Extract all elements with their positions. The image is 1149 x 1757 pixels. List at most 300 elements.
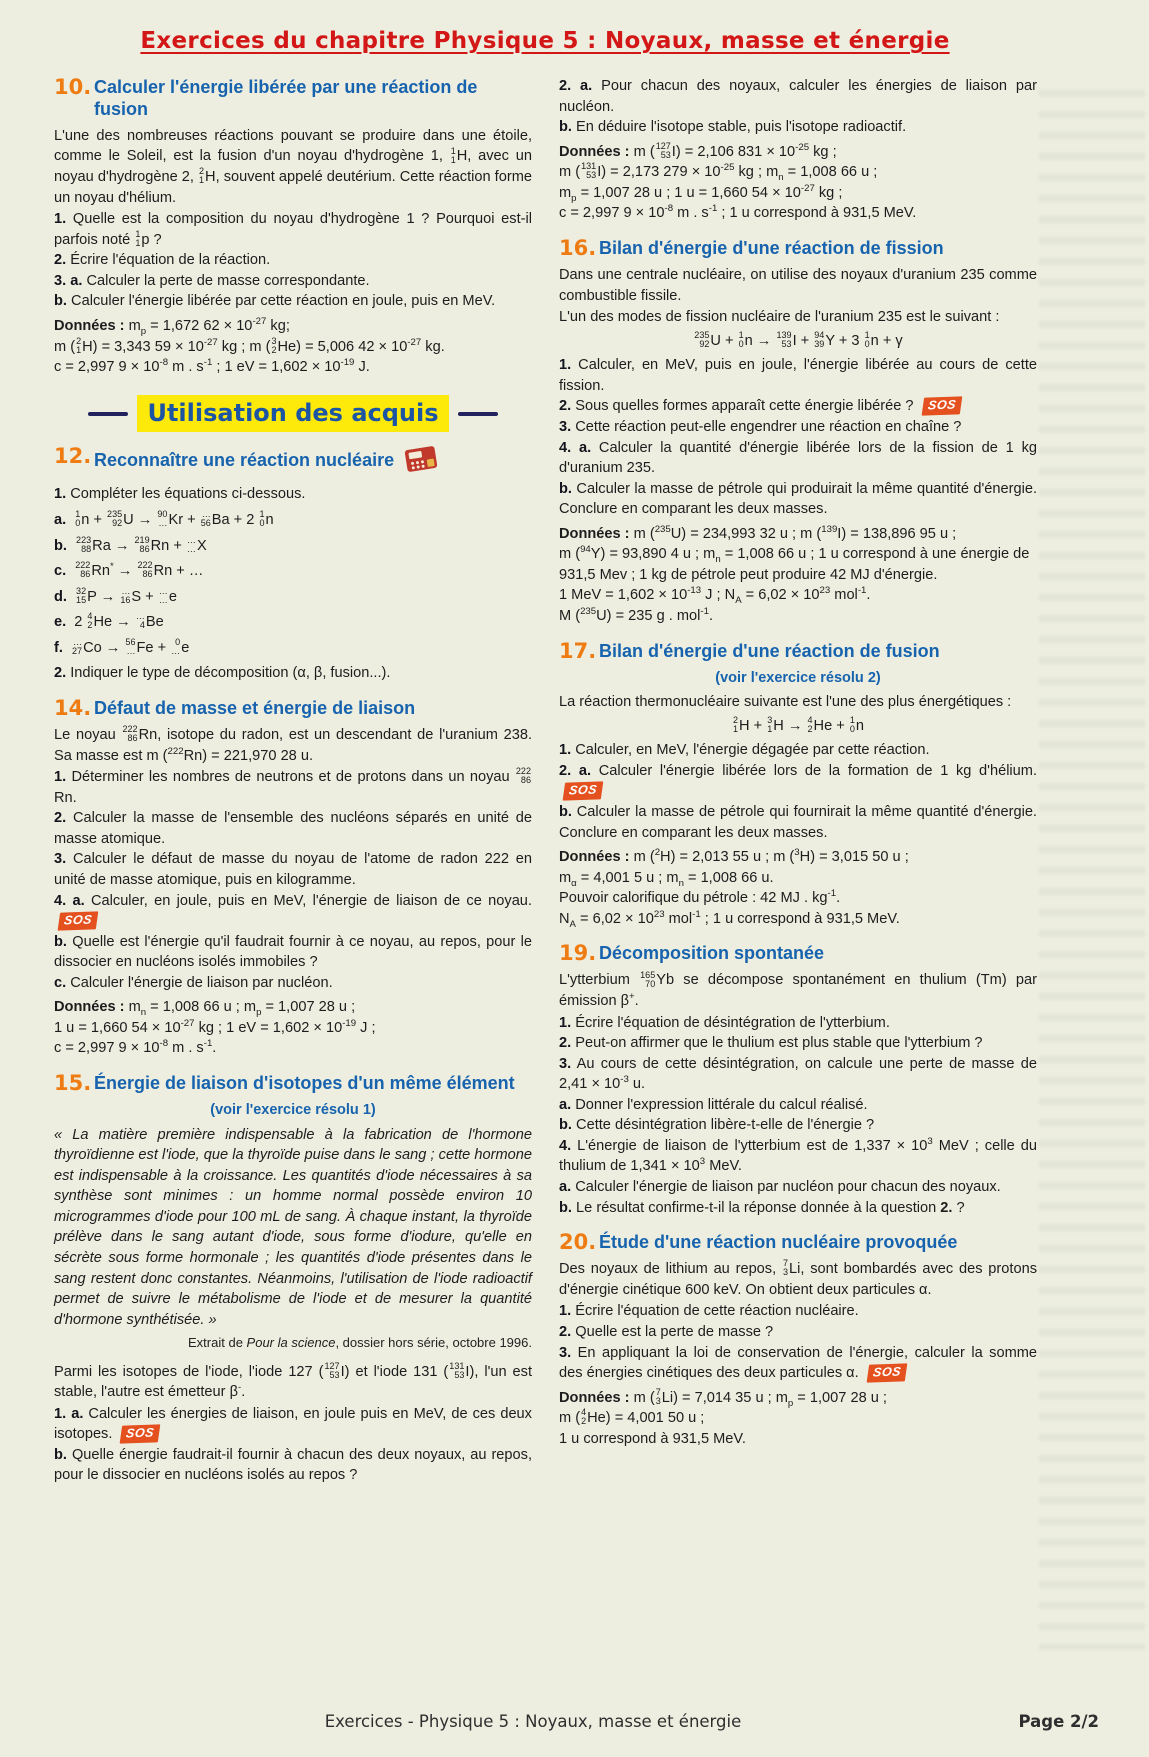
question-label: 3. a. bbox=[54, 272, 83, 289]
atomic-number: 0 bbox=[864, 338, 870, 349]
equation-item bbox=[54, 510, 532, 531]
nuclide-notation bbox=[171, 638, 180, 656]
question-label: 2. bbox=[54, 810, 67, 827]
question-item bbox=[559, 1322, 1037, 1343]
question-text: Calculer le défaut de masse du noyau de l'atome de radon 222 en unité de masse atomique, puis en kilogramme. bbox=[54, 851, 532, 888]
atomic-number: 39 bbox=[814, 338, 825, 349]
quote-paragraph bbox=[54, 1125, 532, 1331]
question-text: Quelle est la perte de masse ? bbox=[575, 1323, 774, 1340]
question-item bbox=[559, 1177, 1037, 1198]
question-label: 2. a. bbox=[559, 78, 593, 94]
atomic-number: 0 bbox=[849, 723, 855, 734]
nuclide-notation bbox=[516, 767, 531, 785]
atomic-number: 86 bbox=[520, 775, 531, 786]
question-label: a. bbox=[54, 512, 67, 528]
question-item bbox=[559, 1033, 1037, 1054]
question-label: a. bbox=[559, 1179, 572, 1196]
paragraph-text: L'ytterbium 165 70 Yb se décompose spontanément en thulium (Tm) par émission β+. bbox=[559, 969, 1037, 1009]
exercise-heading bbox=[559, 640, 1037, 663]
mass-number: … bbox=[201, 509, 211, 520]
mass-number: 219 bbox=[134, 534, 150, 545]
paragraph bbox=[559, 1259, 1037, 1300]
data-lines: m ($^2$H) = 2,013 55 u ; m ($^3$H) = 3,015 50 u ; $m_\alpha = 4,001$ 5 u ; $m_n = 1,008$ 66 u. Pouvoir calorifique du pétrole : 42 MJ . $kg^{-1}$. $N_A = 6,02 \times 10^{23}$ mol$^{-1}$ ; 1 u correspond à 931,5 MeV. bbox=[559, 847, 909, 930]
atomic-number: 92 bbox=[699, 338, 710, 349]
atomic-number: 1 bbox=[732, 723, 739, 734]
question-text: En appliquant la loi de conservation de l'énergie, calculer la somme des énergies cinétiques des deux particules α. bbox=[559, 1344, 1037, 1382]
atomic-number: 92 bbox=[112, 518, 123, 529]
data-block bbox=[54, 316, 532, 378]
question-label: c. bbox=[54, 974, 67, 991]
atomic-number: 0 bbox=[75, 518, 81, 529]
question-text: Calculer la masse de l'ensemble des nucléons séparés en unité de masse atomique. bbox=[54, 810, 533, 847]
exercise-number: 12. bbox=[54, 444, 92, 469]
exercise-title: Énergie de liaison d'isotopes d'un même élément bbox=[94, 1073, 515, 1094]
mass-number: 2 bbox=[76, 335, 82, 346]
nuclide-notation bbox=[259, 510, 264, 528]
paragraph-text: Parmi les isotopes de l'iode, l'iode 127 ( 127 53 I) et l'iode 131 ( 131 53 I), l'un est stable, l'autre est émetteur β-. bbox=[54, 1360, 532, 1401]
paragraph bbox=[54, 126, 532, 208]
exercise-title: Calculer l'énergie libérée par une réaction de fusion bbox=[94, 77, 478, 119]
nuclide-notation bbox=[137, 561, 152, 579]
atomic-number: 1 bbox=[76, 344, 82, 355]
question-text: Calculer, en MeV, puis en joule, l'énergie libérée au cours de cette fission. bbox=[559, 357, 1037, 394]
mass-number: 4 bbox=[87, 611, 93, 622]
question-text: Donner l'expression littérale du calcul réalisé. bbox=[575, 1096, 868, 1113]
atomic-number: 16 bbox=[120, 594, 131, 605]
atomic-number: 2 bbox=[87, 620, 93, 631]
equation-item bbox=[54, 561, 532, 582]
nuclide-notation bbox=[76, 587, 86, 605]
question-text: Cette réaction peut-elle engendrer une réaction en chaîne ? bbox=[575, 418, 962, 435]
nuclide-notation bbox=[271, 337, 276, 355]
nuclide-notation bbox=[201, 510, 211, 528]
mass-number: 139 bbox=[776, 329, 792, 340]
question-text: Calculer, en MeV, l'énergie dégagée par cette réaction. bbox=[575, 742, 930, 759]
question-text: Écrire l'équation de désintégration de l'ytterbium. bbox=[575, 1014, 890, 1031]
mass-number: 127 bbox=[324, 1360, 340, 1371]
question-item bbox=[559, 1115, 1037, 1136]
question-text: … 27 Co → 56 … Fe + 0 … e bbox=[71, 636, 190, 656]
question-item bbox=[559, 761, 1037, 802]
column-left bbox=[54, 76, 532, 1486]
atomic-number: 15 bbox=[76, 594, 87, 605]
question-item bbox=[54, 849, 532, 890]
question-text: Sous quelles formes apparaît cette énergie libérée ? bbox=[575, 398, 914, 415]
atomic-number: 4 bbox=[139, 620, 145, 631]
question-label: 3. bbox=[54, 851, 67, 868]
question-text: Quelle énergie faudrait-il fournir à chacun des deux noyaux, au repos, pour le dissocier en nucléons isolés au repos ? bbox=[54, 1446, 533, 1484]
paragraph-text: La réaction thermonucléaire suivante est l'une des plus énergétiques : bbox=[559, 694, 1012, 711]
question-text: Quelle est la composition du noyau d'hydrogène 1 ? Pourquoi est-il parfois noté 1 1 p ? bbox=[54, 211, 532, 248]
question-label: 1. bbox=[54, 486, 67, 503]
question-label: e. bbox=[54, 614, 67, 631]
nuclide-notation bbox=[76, 536, 91, 554]
atomic-number: … bbox=[171, 645, 181, 656]
nuclide-notation bbox=[199, 167, 204, 185]
nuclide-notation bbox=[87, 612, 92, 630]
question-item bbox=[54, 891, 532, 932]
question-item bbox=[559, 802, 1037, 843]
question-label: 2. a. bbox=[559, 762, 592, 779]
exercise-number: 16. bbox=[559, 235, 597, 260]
mass-number: … bbox=[135, 611, 145, 622]
sos-badge: SOS bbox=[58, 911, 99, 930]
question-text: Peut-on affirmer que le thulium est plus stable que l'ytterbium ? bbox=[575, 1035, 983, 1052]
nuclide-notation bbox=[324, 1362, 339, 1380]
data-lines: $m_p = 1,672$ $62 \times 10^{-27}$ kg; m ( 2 1 H) = 3,343 $59 \times 10^{-27}$ kg ; m ( 3 2 He) = 5,006 $42 \times 10^{-27}$ kg. c = 2,997 $9 \times 10^{-8}$ m . $s^{-1}$ ; 1 eV = $1,602 \times 10^{-19}$ J. bbox=[54, 316, 445, 376]
atomic-number: 0 bbox=[259, 518, 265, 529]
data-lines: m ($^{235}$U) = 234,993 32 u ; m ($^{139}$I) = 138,896 95 u ; m ($^{94}$Y) = 93,890 4 u ; $m_n = 1,008$ 66 u ; 1 u correspond à une énergie de 931,5 Mev ; 1 kg de pétrole peut produire 42 MJ d'énergie. 1 MeV = $1,602 \times 10^{-13}$ J ; $N_A = 6,02 \times 10^{23}$ mol$^{-1}$. M ($^{235}$U) = 235 g . mol$^{-1}$. bbox=[559, 523, 1030, 625]
sos-badge: SOS bbox=[866, 1363, 907, 1382]
question-text: 2 4 2 He → … 4 Be bbox=[74, 611, 164, 631]
atomic-number: 86 bbox=[142, 569, 153, 580]
question-label: 1. bbox=[559, 1014, 572, 1031]
footer-page-number: Page 2/2 bbox=[1018, 1712, 1099, 1731]
question-text: Déterminer les nombres de neutrons et de protons dans un noyau 222 86 Rn. bbox=[54, 766, 531, 806]
exercise-number: 20. bbox=[559, 1230, 597, 1255]
question-text: Écrire l'équation de la réaction. bbox=[70, 252, 271, 269]
nuclide-notation bbox=[865, 331, 870, 349]
question-item bbox=[559, 1054, 1037, 1095]
data-label: Données : bbox=[559, 143, 630, 160]
exercise-heading bbox=[559, 1231, 1037, 1254]
atomic-number: 53 bbox=[586, 170, 597, 181]
exercise-title: Reconnaître une réaction nucléaire bbox=[94, 445, 440, 479]
nuclide-notation bbox=[581, 162, 596, 180]
question-item bbox=[54, 484, 532, 505]
question-text: Calculer l'énergie de liaison par nucléon. bbox=[70, 974, 333, 991]
exercise-number: 17. bbox=[559, 638, 597, 663]
question-label: 1. a. bbox=[54, 1405, 84, 1422]
nuclide-notation bbox=[135, 536, 150, 554]
mass-number: 94 bbox=[814, 329, 825, 340]
source-credit bbox=[54, 1334, 532, 1352]
mass-number: 7 bbox=[782, 1258, 788, 1269]
paragraph bbox=[54, 725, 532, 766]
equation-item bbox=[54, 612, 532, 633]
question-text: En déduire l'isotope stable, puis l'isotope radioactif. bbox=[576, 119, 907, 136]
question-text: Indiquer le type de décomposition (α, β, fusion...). bbox=[70, 665, 391, 682]
question-label: b. bbox=[559, 119, 572, 136]
mass-number: 7 bbox=[655, 1386, 661, 1397]
question-text: Cette désintégration libère-t-elle de l'énergie ? bbox=[576, 1117, 875, 1134]
mass-number: 3 bbox=[271, 335, 277, 346]
nuclide-notation bbox=[767, 716, 772, 734]
atomic-number: 56 bbox=[200, 518, 211, 529]
question-label: 2. bbox=[559, 1323, 572, 1340]
mass-number: 1 bbox=[864, 329, 870, 340]
nuclide-notation bbox=[120, 587, 130, 605]
mass-number: 1 bbox=[259, 509, 265, 520]
question-label: 4. a. bbox=[54, 892, 85, 909]
mass-number: 222 bbox=[515, 766, 531, 777]
mass-number: 223 bbox=[76, 534, 92, 545]
question-item bbox=[559, 1301, 1037, 1322]
atomic-number: 53 bbox=[660, 149, 671, 160]
question-label: 3. bbox=[559, 418, 572, 435]
question-text: Calculer l'énergie de liaison par nucléon pour chacun des noyaux. bbox=[575, 1179, 1001, 1196]
data-label: Données : bbox=[559, 525, 630, 542]
question-text: Quelle est l'énergie qu'il faudrait fournir à ce noyau, au repos, pour le dissocier en nucléons isolés immobiles ? bbox=[54, 933, 532, 971]
data-lines: m ( 127 53 I) = 2,106 $831 \times 10^{-25}$ kg ; m ( 131 53 I) = 2,173 $279 \times 10^{-25}$ kg ; $m_n = 1,008$ 66 u ; $m_p = 1,007$ 28 u ; 1 u = 1,660 $54 \times 10^{-27}$ kg ; c = 2,997 $9 \times 10^{-8}$ m . $s^{-1}$ ; 1 u correspond à 931,5 MeV. bbox=[559, 140, 917, 222]
nuclide-notation bbox=[449, 1362, 464, 1380]
atomic-number: 53 bbox=[454, 1369, 465, 1380]
exercise-title: Décomposition spontanée bbox=[599, 943, 825, 964]
nuclide-notation bbox=[136, 612, 145, 630]
equation-item bbox=[54, 536, 532, 557]
question-label: 1. bbox=[559, 357, 572, 374]
mass-number: 222 bbox=[75, 560, 91, 571]
sos-badge: SOS bbox=[120, 1425, 161, 1444]
quote-text: « La matière première indispensable à la fabrication de l'hormone thyroïdienne est l'iode, que la thyroïde puise dans le sang ; cette hormone est indispensable à la croissance. Les quantités d'iode nécessaires à sa synthèse sont minimes : un homme normal possède environ 10 microgrammes d'iode pour 100 mL de sang. À chaque instant, la thyroïde prélève dans le sang autant d'iode, sous forme d'iodure, qu'elle en sécrète sous forme hormonale ; les quantités d'iode présentes dans le sang restent donc constantes. Néanmoins, l'utilisation de l'iode radioactif permet de suivre le métabolisme de l'iode et de mesurer la quantité d'hormone synthétisée. » bbox=[54, 1126, 532, 1328]
question-text: Calculer la masse de pétrole qui produirait la même quantité d'énergie. Conclure en comparant les deux masses. bbox=[559, 480, 1037, 518]
question-label: 4. bbox=[559, 1137, 572, 1154]
page-title: Exercices du chapitre Physique 5 : Noyaux, masse et énergie bbox=[140, 28, 950, 54]
data-lines: $m_n = 1,008$ 66 u ; $m_p = 1,007$ 28 u ; 1 u = 1,660 $54 \times 10^{-27}$ kg ; 1 eV = $1,602 \times 10^{-19}$ J ; c = 2,997 $9 \times 10^{-8}$ m . $s^{-1}$. bbox=[54, 999, 376, 1057]
question-text: Calculer la perte de masse correspondante. bbox=[86, 272, 370, 289]
mass-number: 3 bbox=[767, 714, 773, 725]
paragraph bbox=[559, 265, 1037, 306]
nuclide-notation bbox=[850, 716, 855, 734]
question-label: 2. bbox=[54, 665, 67, 682]
question-text: Calculer l'énergie libérée par cette réaction en joule, puis en MeV. bbox=[71, 293, 496, 310]
sos-badge: SOS bbox=[921, 397, 962, 416]
atomic-number: 70 bbox=[645, 978, 656, 989]
question-text: 223 88 Ra → 219 86 Rn + … … X bbox=[76, 534, 207, 554]
paragraph-text: L'une des nombreuses réactions pouvant se produire dans une étoile, comme le Soleil, est la fusion d'un noyau d'hydrogène 1, 1 1 H, avec un noyau d'hydrogène 2, 2 1 H, souvent appelé deutérium. Cette réaction forme un noyau d'hélium. bbox=[54, 127, 532, 206]
mass-number: 165 bbox=[640, 969, 656, 980]
nuclide-notation bbox=[75, 510, 80, 528]
question-item bbox=[559, 479, 1037, 520]
mass-number: … bbox=[186, 534, 196, 545]
question-item bbox=[54, 209, 532, 250]
mass-number: … bbox=[73, 636, 83, 647]
question-text: Écrire l'équation de cette réaction nucléaire. bbox=[575, 1303, 859, 1320]
paragraph bbox=[559, 307, 1037, 328]
nuclide-notation bbox=[159, 587, 168, 605]
question-item bbox=[559, 740, 1037, 761]
atomic-number: … bbox=[126, 645, 136, 656]
data-label: Données : bbox=[559, 849, 630, 866]
reaction-equation: 2 1 H + 3 1 H → 4 2 He + 1 0 n bbox=[732, 714, 865, 734]
data-block bbox=[559, 142, 1037, 224]
question-label: 3. bbox=[559, 1055, 572, 1072]
question-label: b. bbox=[559, 803, 572, 820]
section-banner bbox=[54, 395, 532, 433]
exercise-heading bbox=[559, 237, 1037, 260]
question-item bbox=[54, 291, 532, 312]
question-label: b. bbox=[559, 480, 572, 497]
exercise-title: Bilan d'énergie d'une réaction de fusion bbox=[599, 640, 940, 661]
paragraph bbox=[54, 1362, 532, 1403]
paragraph-text: Dans une centrale nucléaire, on utilise des noyaux d'uranium 235 comme combustible fissile. bbox=[559, 267, 1037, 304]
nuclide-notation bbox=[656, 142, 671, 160]
footer-title: Exercices - Physique 5 : Noyaux, masse et énergie bbox=[324, 1712, 742, 1731]
exercise-heading bbox=[54, 76, 532, 121]
question-text: Le résultat confirme-t-il la réponse donnée à la question 2. ? bbox=[576, 1199, 965, 1216]
exercise-title: Bilan d'énergie d'une réaction de fission bbox=[599, 237, 944, 258]
exercise-heading bbox=[54, 697, 532, 720]
question-text: 1 0 n + 235 92 U → 90 … Kr + … 56 Ba + 2 1 0 n bbox=[75, 509, 274, 529]
mass-number: 131 bbox=[449, 1360, 465, 1371]
mass-number: 2 bbox=[732, 714, 739, 725]
data-label: Données : bbox=[54, 999, 125, 1016]
question-item bbox=[54, 663, 532, 684]
paragraph bbox=[559, 692, 1037, 713]
question-label: 2. bbox=[559, 398, 572, 415]
page-bleedthrough bbox=[1039, 90, 1145, 1650]
mass-number: 235 bbox=[107, 509, 123, 520]
paragraph-text: Des noyaux de lithium au repos, 7 3 Li, sont bombardés avec des protons d'énergie cinétique 600 keV. On obtient deux particules α. bbox=[559, 1258, 1037, 1298]
atomic-number: 53 bbox=[329, 1369, 340, 1380]
mass-number: 127 bbox=[655, 140, 671, 151]
paragraph bbox=[559, 970, 1037, 1011]
atomic-number: 2 bbox=[271, 344, 277, 355]
question-label: b. bbox=[559, 1199, 572, 1216]
mass-number: 4 bbox=[581, 1407, 587, 1418]
atomic-number: 88 bbox=[81, 543, 92, 554]
section-banner-title: Utilisation des acquis bbox=[137, 395, 448, 433]
exercise-number: 19. bbox=[559, 941, 597, 966]
question-label: b. bbox=[54, 537, 67, 554]
question-item bbox=[54, 271, 532, 292]
atomic-number: 3 bbox=[782, 1267, 788, 1278]
question-label: 2. bbox=[559, 1035, 572, 1052]
equation-item bbox=[54, 587, 532, 608]
nuclide-notation bbox=[122, 725, 137, 743]
atomic-number: 1 bbox=[199, 175, 205, 186]
question-label: d. bbox=[54, 588, 67, 605]
exercise-heading bbox=[54, 445, 532, 479]
data-block bbox=[559, 524, 1037, 627]
data-lines: m ( 7 3 Li) = 7,014 35 u ; $m_p = 1,007$ 28 u ; m ( 4 2 He) = 4,001 50 u ; 1 u correspond à 931,5 MeV. bbox=[559, 1386, 887, 1447]
nuclide-notation bbox=[656, 1388, 661, 1406]
mass-number: 4 bbox=[807, 714, 813, 725]
question-text: Calculer les énergies de liaison, en joule puis en MeV, de ces deux isotopes. bbox=[54, 1405, 532, 1443]
data-block bbox=[559, 847, 1037, 929]
paragraph-text: L'un des modes de fission nucléaire de l'uranium 235 est le suivant : bbox=[559, 309, 1000, 326]
question-item bbox=[54, 973, 532, 994]
atomic-number: 2 bbox=[807, 723, 813, 734]
mass-number: 222 bbox=[122, 724, 138, 735]
paragraph-text: Le noyau 222 86 Rn, isotope du radon, est un descendant de l'uranium 238. Sa masse est m ($^{222}$Rn) = 221,970 28 u. bbox=[54, 724, 532, 764]
mass-number: 2 bbox=[199, 166, 205, 177]
question-text: Calculer la quantité d'énergie libérée lors de la fission de 1 kg d'uranium 235. bbox=[559, 439, 1037, 477]
question-text: Au cours de cette désintégration, on calcule une perte de masse de $2,41 \times 10^{-3}$ u. bbox=[559, 1055, 1038, 1093]
question-item bbox=[559, 1343, 1037, 1384]
exercise-subtitle: (voir l'exercice résolu 1) bbox=[210, 1102, 376, 1119]
question-item bbox=[559, 1095, 1037, 1116]
question-item bbox=[54, 1404, 532, 1445]
nuclide-notation bbox=[581, 1408, 586, 1426]
nuclide-notation bbox=[739, 331, 744, 349]
question-item bbox=[559, 1136, 1037, 1177]
question-text: L'énergie de liaison de l'ytterbium est de $1,337 \times 10^3$ MeV ; celle du thulium de $1,341 \times 10^3$ MeV. bbox=[559, 1136, 1038, 1175]
mass-number: 1 bbox=[135, 228, 141, 239]
mass-number: 90 bbox=[157, 509, 168, 520]
mass-number: 222 bbox=[137, 560, 153, 571]
question-label: 2. bbox=[54, 252, 67, 269]
question-item bbox=[54, 250, 532, 271]
question-label: a. bbox=[559, 1096, 572, 1113]
exercise-number: 10. bbox=[54, 75, 92, 99]
question-label: 1. bbox=[54, 769, 67, 786]
question-item bbox=[559, 355, 1037, 396]
exercise-number: 15. bbox=[54, 1071, 92, 1096]
nuclide-notation bbox=[783, 1259, 788, 1277]
mass-number: 0 bbox=[175, 636, 181, 647]
atomic-number: 86 bbox=[80, 569, 91, 580]
question-text: Pour chacun des noyaux, calculer les énergies de liaison par nucléon. bbox=[559, 78, 1037, 115]
question-item bbox=[559, 417, 1037, 438]
question-item bbox=[559, 396, 1037, 417]
exercise-title: Étude d'une réaction nucléaire provoquée bbox=[599, 1232, 958, 1253]
nuclide-notation bbox=[694, 331, 709, 349]
exercise-number: 14. bbox=[54, 695, 92, 720]
nuclide-notation bbox=[107, 510, 122, 528]
atomic-number: 2 bbox=[581, 1416, 587, 1427]
nuclide-notation bbox=[808, 716, 813, 734]
question-text: Compléter les équations ci-dessous. bbox=[70, 486, 306, 503]
nuclide-notation bbox=[125, 638, 135, 656]
mass-number: 131 bbox=[581, 161, 597, 172]
mass-number: 1 bbox=[75, 509, 81, 520]
question-label: b. bbox=[54, 293, 67, 310]
question-label: b. bbox=[54, 933, 67, 950]
exercise-heading bbox=[559, 942, 1037, 965]
question-label: 1. bbox=[559, 742, 572, 759]
question-item bbox=[54, 767, 532, 808]
nuclide-notation bbox=[75, 561, 90, 579]
mass-number: 1 bbox=[849, 714, 855, 725]
question-label: 1. bbox=[559, 1303, 572, 1320]
exercise-title: Défaut de masse et énergie de liaison bbox=[94, 697, 416, 718]
reaction-equation: 235 92 U + 1 0 n → 139 53 I + 94 39 Y + 3 1 0 n + γ bbox=[694, 329, 903, 349]
question-label: 4. a. bbox=[559, 439, 592, 456]
sos-badge: SOS bbox=[563, 782, 604, 801]
exercise-subtitle: (voir l'exercice résolu 2) bbox=[715, 669, 881, 686]
atomic-number: 1 bbox=[135, 237, 141, 248]
source-credit-text: Extrait de Pour la science, dossier hors série, octobre 1996. bbox=[188, 1335, 532, 1351]
nuclide-notation bbox=[640, 971, 655, 989]
column-right bbox=[559, 76, 1037, 1453]
nuclide-notation bbox=[814, 331, 824, 349]
mass-number: 56 bbox=[125, 636, 136, 647]
data-block bbox=[559, 1388, 1037, 1450]
atomic-number: … bbox=[186, 543, 196, 554]
atomic-number: 86 bbox=[139, 543, 150, 554]
question-text: Calculer, en joule, puis en MeV, l'énergie de liaison de ce noyau. bbox=[91, 892, 532, 909]
question-text: 222 86 Rn* → 222 86 Rn + … bbox=[75, 560, 204, 580]
question-item bbox=[559, 438, 1037, 479]
calculator-icon bbox=[402, 446, 440, 479]
nuclide-notation bbox=[72, 638, 82, 656]
question-label: c. bbox=[54, 563, 67, 580]
mass-number: 1 bbox=[450, 145, 456, 156]
exercise-heading bbox=[54, 1072, 532, 1095]
nuclide-notation bbox=[776, 331, 791, 349]
mass-number: 1 bbox=[738, 329, 744, 340]
question-item bbox=[559, 76, 1037, 117]
question-label: 1. bbox=[54, 211, 67, 228]
atomic-number: … bbox=[158, 594, 168, 605]
mass-number: … bbox=[121, 585, 131, 596]
atomic-number: 1 bbox=[450, 154, 456, 165]
nuclide-notation bbox=[135, 230, 140, 248]
atomic-number: … bbox=[158, 518, 168, 529]
data-label: Données : bbox=[54, 317, 125, 334]
question-item bbox=[54, 808, 532, 849]
